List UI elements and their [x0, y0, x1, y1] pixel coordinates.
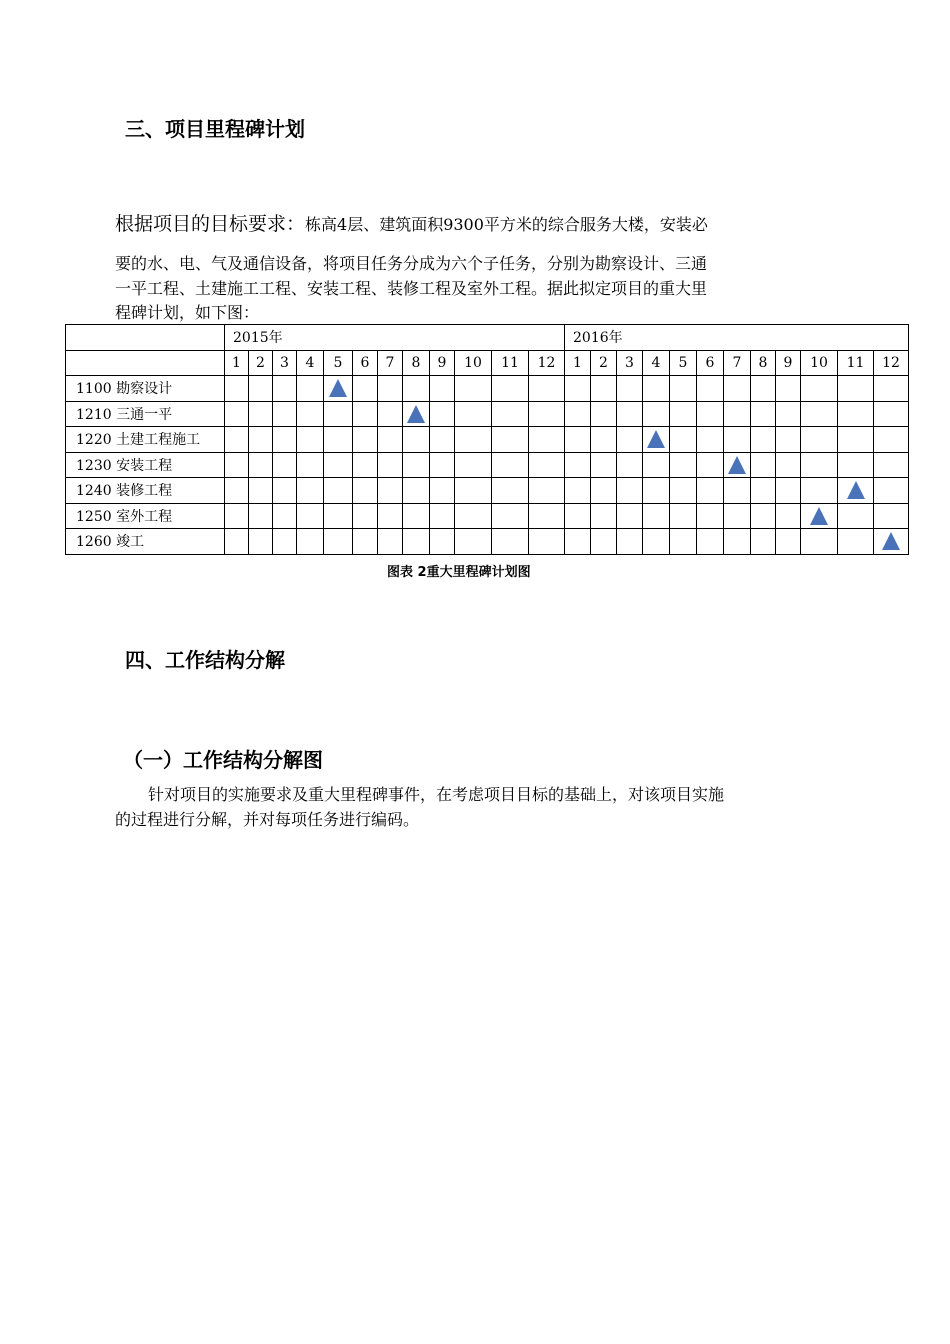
task-row — [66, 503, 909, 529]
triangle-marker-icon — [407, 405, 425, 423]
task-row — [66, 478, 909, 504]
month-header-cell: 2 — [249, 350, 273, 376]
triangle-marker-icon — [329, 379, 347, 397]
month-header-cell: 10 — [801, 350, 838, 376]
month-cell — [874, 401, 909, 427]
month-cell — [751, 401, 776, 427]
month-cell — [565, 478, 591, 504]
month-cell — [353, 376, 378, 402]
month-cell — [801, 452, 838, 478]
month-cell — [324, 478, 353, 504]
month-header-cell: 4 — [297, 350, 324, 376]
month-cell — [529, 503, 565, 529]
month-cell — [492, 452, 529, 478]
month-cell — [353, 452, 378, 478]
task-row — [66, 427, 909, 453]
month-cell — [455, 478, 492, 504]
section-4-subheading: （一）工作结构分解图 — [123, 748, 323, 772]
month-cell — [776, 427, 801, 453]
month-header-cell: 6 — [697, 350, 724, 376]
month-cell — [617, 503, 643, 529]
month-cell — [273, 401, 297, 427]
month-cell — [249, 478, 273, 504]
month-cell — [324, 452, 353, 478]
month-cell — [353, 529, 378, 555]
month-cell — [565, 503, 591, 529]
month-cell — [249, 452, 273, 478]
month-cell — [643, 401, 670, 427]
month-header-cell: 7 — [378, 350, 403, 376]
month-header-cell: 11 — [838, 350, 874, 376]
month-cell — [529, 401, 565, 427]
month-cell — [670, 478, 697, 504]
month-cell — [617, 376, 643, 402]
month-cell — [838, 478, 874, 504]
month-cell — [324, 376, 353, 402]
month-cell — [643, 503, 670, 529]
month-cell — [565, 427, 591, 453]
month-cell — [455, 452, 492, 478]
task-row — [66, 376, 909, 402]
month-cell — [529, 376, 565, 402]
month-cell — [697, 529, 724, 555]
month-cell — [643, 478, 670, 504]
month-cell — [776, 401, 801, 427]
month-cell — [697, 478, 724, 504]
section-3-paragraph-line3: 一平工程、土建施工工程、安装工程、装修工程及室外工程。据此拟定项目的重大里 — [115, 279, 708, 298]
month-cell — [670, 503, 697, 529]
section-3-paragraph-line4: 程碑计划，如下图： — [115, 303, 260, 322]
task-row — [66, 401, 909, 427]
month-cell — [529, 529, 565, 555]
month-cell — [455, 529, 492, 555]
month-cell — [492, 427, 529, 453]
month-cell — [378, 401, 403, 427]
month-cell — [430, 503, 455, 529]
month-header-cell: 3 — [273, 350, 297, 376]
month-cell — [353, 503, 378, 529]
month-cell — [492, 376, 529, 402]
month-header-cell: 12 — [874, 350, 909, 376]
month-cell — [225, 503, 249, 529]
month-cell — [591, 529, 617, 555]
month-cell — [874, 478, 909, 504]
month-cell — [565, 452, 591, 478]
month-cell — [225, 427, 249, 453]
month-cell — [565, 529, 591, 555]
month-cell — [403, 427, 430, 453]
month-cell — [724, 427, 751, 453]
month-cell — [225, 376, 249, 402]
month-cell — [670, 452, 697, 478]
month-cell — [801, 376, 838, 402]
month-cell — [838, 529, 874, 555]
month-cell — [724, 503, 751, 529]
month-cell — [874, 452, 909, 478]
month-cell — [591, 503, 617, 529]
month-header-cell: 12 — [529, 350, 565, 376]
month-cell — [617, 427, 643, 453]
month-cell — [430, 376, 455, 402]
month-cell — [324, 529, 353, 555]
month-cell — [455, 376, 492, 402]
month-cell — [617, 478, 643, 504]
month-cell — [670, 401, 697, 427]
month-cell — [297, 503, 324, 529]
month-cell — [697, 503, 724, 529]
month-cell — [403, 452, 430, 478]
month-cell — [724, 401, 751, 427]
month-cell — [249, 503, 273, 529]
month-cell — [801, 503, 838, 529]
month-cell — [776, 529, 801, 555]
month-header-cell: 8 — [751, 350, 776, 376]
month-cell — [249, 529, 273, 555]
task-name-cell: 1100 勘察设计 — [66, 376, 225, 402]
month-cell — [455, 503, 492, 529]
month-cell — [565, 376, 591, 402]
month-cell — [670, 376, 697, 402]
month-cell — [838, 452, 874, 478]
month-cell — [801, 478, 838, 504]
month-cell — [617, 529, 643, 555]
month-cell — [697, 401, 724, 427]
month-cell — [353, 401, 378, 427]
month-cell — [874, 427, 909, 453]
month-cell — [776, 503, 801, 529]
month-cell — [697, 427, 724, 453]
section-3-paragraph-line2: 要的水、电、气及通信设备，将项目任务分成为六个子任务，分别为勘察设计、三通 — [115, 254, 708, 273]
month-cell — [273, 427, 297, 453]
task-row — [66, 452, 909, 478]
month-cell — [324, 401, 353, 427]
month-cell — [591, 401, 617, 427]
month-cell — [492, 529, 529, 555]
month-cell — [430, 529, 455, 555]
task-name-cell: 1240 装修工程 — [66, 478, 225, 504]
month-cell — [324, 503, 353, 529]
month-cell — [801, 529, 838, 555]
section-3-paragraph-line1 — [115, 212, 708, 237]
month-cell — [670, 529, 697, 555]
month-cell — [324, 427, 353, 453]
month-cell — [403, 376, 430, 402]
header-blank-cell — [66, 350, 225, 376]
month-cell — [225, 478, 249, 504]
triangle-marker-icon — [728, 456, 746, 474]
paragraph-lead: 根据项目的目标要求： — [115, 213, 306, 235]
month-cell — [403, 529, 430, 555]
month-cell — [430, 427, 455, 453]
month-cell — [378, 529, 403, 555]
month-header-cell: 4 — [643, 350, 670, 376]
month-cell — [378, 478, 403, 504]
month-cell — [751, 503, 776, 529]
month-cell — [529, 478, 565, 504]
section-4-paragraph-line1: 针对项目的实施要求及重大里程碑事件，在考虑项目目标的基础上，对该项目实施 — [148, 785, 725, 804]
month-cell — [591, 478, 617, 504]
month-cell — [529, 452, 565, 478]
month-cell — [724, 376, 751, 402]
month-cell — [874, 376, 909, 402]
month-cell — [430, 478, 455, 504]
month-cell — [643, 427, 670, 453]
month-cell — [801, 401, 838, 427]
month-cell — [297, 478, 324, 504]
month-cell — [225, 452, 249, 478]
month-header-row — [66, 350, 909, 376]
year-header-row — [66, 325, 909, 351]
section-4-heading: 四、工作结构分解 — [125, 648, 285, 672]
month-cell — [776, 452, 801, 478]
paragraph-line1-rest: 栋高4层、建筑面积9300平方米的综合服务大楼，安装必 — [305, 215, 708, 234]
month-cell — [297, 529, 324, 555]
task-name-cell: 1260 竣工 — [66, 529, 225, 555]
task-row — [66, 529, 909, 555]
month-header-cell: 3 — [617, 350, 643, 376]
month-cell — [591, 376, 617, 402]
month-cell — [776, 478, 801, 504]
month-cell — [838, 376, 874, 402]
month-cell — [273, 529, 297, 555]
month-cell — [697, 376, 724, 402]
month-header-cell: 11 — [492, 350, 529, 376]
month-cell — [297, 452, 324, 478]
year-2015-header: 2015年 — [225, 325, 565, 351]
task-name-cell: 1230 安装工程 — [66, 452, 225, 478]
month-cell — [838, 427, 874, 453]
month-cell — [273, 376, 297, 402]
month-cell — [617, 401, 643, 427]
month-cell — [403, 478, 430, 504]
month-cell — [378, 503, 403, 529]
month-cell — [403, 503, 430, 529]
month-cell — [591, 452, 617, 478]
triangle-marker-icon — [647, 430, 665, 448]
month-cell — [249, 401, 273, 427]
month-cell — [874, 503, 909, 529]
month-header-cell: 5 — [670, 350, 697, 376]
figure-caption: 图表 2重大里程碑计划图 — [387, 565, 531, 580]
month-cell — [751, 427, 776, 453]
month-cell — [591, 427, 617, 453]
task-name-cell: 1220 土建工程施工 — [66, 427, 225, 453]
month-cell — [297, 401, 324, 427]
milestone-table — [65, 324, 909, 555]
month-header-cell: 10 — [455, 350, 492, 376]
month-cell — [353, 427, 378, 453]
year-2016-header: 2016年 — [565, 325, 909, 351]
month-cell — [492, 478, 529, 504]
month-cell — [697, 452, 724, 478]
month-header-cell: 9 — [430, 350, 455, 376]
month-header-cell: 1 — [565, 350, 591, 376]
month-cell — [874, 529, 909, 555]
month-header-cell: 5 — [324, 350, 353, 376]
month-cell — [378, 452, 403, 478]
month-cell — [643, 529, 670, 555]
month-header-cell: 8 — [403, 350, 430, 376]
month-cell — [492, 401, 529, 427]
month-cell — [724, 529, 751, 555]
month-cell — [249, 427, 273, 453]
month-cell — [273, 478, 297, 504]
month-cell — [455, 401, 492, 427]
triangle-marker-icon — [810, 507, 828, 525]
month-cell — [273, 503, 297, 529]
month-cell — [403, 401, 430, 427]
month-cell — [724, 478, 751, 504]
month-cell — [249, 376, 273, 402]
month-cell — [838, 401, 874, 427]
triangle-marker-icon — [882, 532, 900, 550]
month-cell — [776, 376, 801, 402]
month-cell — [751, 529, 776, 555]
month-cell — [492, 503, 529, 529]
month-cell — [430, 401, 455, 427]
month-cell — [838, 503, 874, 529]
month-cell — [273, 452, 297, 478]
month-cell — [225, 529, 249, 555]
month-cell — [801, 427, 838, 453]
month-cell — [455, 427, 492, 453]
month-cell — [617, 452, 643, 478]
month-cell — [643, 452, 670, 478]
task-name-cell: 1250 室外工程 — [66, 503, 225, 529]
month-cell — [670, 427, 697, 453]
month-cell — [751, 478, 776, 504]
month-header-cell: 1 — [225, 350, 249, 376]
task-name-cell: 1210 三通一平 — [66, 401, 225, 427]
month-cell — [643, 376, 670, 402]
month-cell — [751, 376, 776, 402]
month-cell — [225, 401, 249, 427]
triangle-marker-icon — [847, 481, 865, 499]
month-cell — [430, 452, 455, 478]
month-cell — [565, 401, 591, 427]
month-header-cell: 6 — [353, 350, 378, 376]
month-cell — [378, 376, 403, 402]
month-cell — [353, 478, 378, 504]
month-cell — [724, 452, 751, 478]
month-header-cell: 9 — [776, 350, 801, 376]
section-4-paragraph-line2: 的过程进行分解，并对每项任务进行编码。 — [115, 810, 420, 829]
month-cell — [297, 427, 324, 453]
month-header-cell: 2 — [591, 350, 617, 376]
month-cell — [751, 452, 776, 478]
month-cell — [529, 427, 565, 453]
header-blank-cell — [66, 325, 225, 351]
month-cell — [378, 427, 403, 453]
section-3-heading: 三、项目里程碑计划 — [125, 117, 305, 141]
month-header-cell: 7 — [724, 350, 751, 376]
month-cell — [297, 376, 324, 402]
